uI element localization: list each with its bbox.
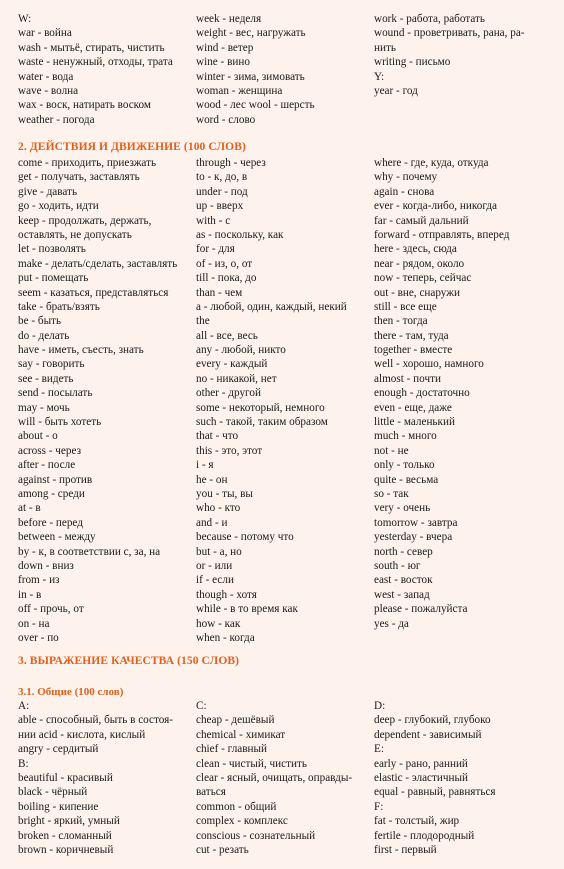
vocab-entry: now - теперь, сейчас (374, 272, 472, 285)
vocab-entry: who - кто (196, 502, 241, 515)
vocab-entry: take - брать/взять (18, 300, 100, 313)
vocab-entry: before - перед (18, 516, 83, 529)
vocab-entry: work - работа, работать (374, 13, 485, 25)
vocab-entry: equal - равный, равняться (374, 786, 496, 799)
vocab-entry: W: (18, 13, 32, 25)
top-column-3 (374, 12, 525, 98)
vocab-entry: or - или (196, 559, 233, 572)
vocab-entry: broken - сломанный (18, 829, 112, 842)
vocab-entry: get - получать, заставлять (18, 171, 140, 184)
vocab-entry: there - там, туда (374, 329, 449, 342)
vocab-entry: such - такой, таким образом (196, 416, 328, 429)
vocab-entry: here - здесь, сюда (374, 243, 457, 256)
vocab-entry: all - все, весь (196, 329, 258, 342)
vocab-entry: he - он (196, 473, 228, 486)
vocab-entry: complex - комплекс (196, 815, 288, 828)
vocab-entry: fertile - плодородный (374, 829, 475, 842)
vocab-entry: through - через (196, 157, 266, 169)
vocab-entry: E: (374, 743, 384, 756)
vocab-entry: across - через (18, 444, 81, 457)
vocab-entry: see - видеть (18, 372, 74, 385)
vocab-entry: and - и (196, 516, 228, 529)
vocab-entry: than - чем (196, 286, 243, 299)
vocab-entry: clean - чистый, чистить (196, 757, 307, 770)
section-3-title: 3. ВЫРАЖЕНИЕ КАЧЕСТВА (150 СЛОВ) (18, 655, 240, 667)
vocab-entry: brown - коричневый (18, 843, 114, 856)
section-3-column-1 (18, 699, 173, 857)
vocab-entry: go - ходить, идти (18, 200, 99, 213)
vocab-entry: west - запад (374, 588, 430, 601)
vocab-entry: chemical - химикат (196, 728, 286, 741)
vocab-entry: wax - воск, натирать воском (18, 99, 151, 112)
vocab-entry: down - вниз (18, 559, 74, 572)
vocab-entry: well - хорошо, намного (374, 358, 484, 371)
vocab-entry: fat - толстый, жир (374, 815, 460, 828)
vocab-entry: weight - вес, нагружать (196, 27, 306, 40)
vocab-entry: winter - зима, зимовать (196, 70, 305, 83)
vocab-entry: нить (374, 41, 396, 54)
vocab-entry: woman - женщина (196, 84, 283, 97)
vocab-entry: if - если (196, 574, 234, 587)
vocab-entry: to - к, до, в (196, 171, 248, 184)
vocab-entry: нии acid - кислота, кислый (18, 728, 146, 741)
section-3-column-2 (196, 699, 352, 857)
vocab-entry: clear - ясный, очищать, оправды- (196, 771, 353, 784)
section-2-column-1 (18, 156, 177, 645)
vocab-entry: far - самый дальний (374, 214, 469, 227)
vocab-entry: year - год (374, 84, 418, 97)
vocab-entry: east - восток (374, 574, 433, 587)
vocab-entry: some - некоторый, немного (196, 401, 325, 414)
vocab-entry: this - это, этот (196, 444, 263, 457)
vocab-entry: word - слово (196, 113, 256, 126)
vocab-entry: come - приходить, приезжать (18, 157, 157, 169)
vocab-entry: send - посылать (18, 387, 93, 400)
vocab-entry: south - юг (374, 559, 421, 572)
vocab-entry: beautiful - красивый (18, 771, 113, 784)
vocab-entry: keep - продолжать, держать, (18, 214, 152, 227)
vocab-entry: when - когда (196, 631, 255, 644)
vocab-entry: let - позволять (18, 243, 86, 256)
vocab-entry: because - потому что (196, 531, 294, 544)
vocab-entry: B: (18, 757, 29, 770)
vocab-entry: water - вода (18, 70, 74, 83)
vocab-entry: wind - ветер (196, 41, 254, 54)
vocab-entry: till - пока, до (196, 272, 257, 285)
vocab-entry: make - делать/сделать, заставлять (18, 257, 178, 270)
vocab-entry: boiling - кипение (18, 800, 99, 813)
section-2-column-2 (196, 156, 347, 645)
vocab-entry: where - где, куда, откуда (374, 157, 489, 169)
vocab-entry: little - маленький (374, 416, 455, 429)
vocab-entry: writing - письмо (374, 56, 451, 69)
vocab-entry: say - говорить (18, 358, 85, 371)
vocab-entry: but - а, но (196, 545, 242, 558)
vocab-entry: able - способный, быть в состоя- (18, 714, 173, 727)
vocab-entry: after - после (18, 459, 76, 472)
vocab-entry: how - как (196, 617, 241, 630)
vocab-entry: of - из, о, от (196, 257, 253, 270)
vocab-entry: wine - вино (196, 56, 250, 69)
vocab-entry: please - пожалуйста (374, 603, 468, 616)
vocab-entry: seem - казаться, представляться (18, 286, 169, 299)
vocab-entry: first - первый (374, 843, 437, 856)
vocab-entry: no - никакой, нет (196, 372, 277, 385)
vocab-entry: much - много (374, 430, 437, 443)
vocab-entry: at - в (18, 502, 41, 515)
vocab-entry: out - вне, снаружи (374, 286, 460, 299)
vocab-entry: why - почему (374, 171, 438, 184)
vocab-entry: while - в то время как (196, 603, 298, 616)
vocab-entry: among - среди (18, 487, 85, 500)
vocab-entry: from - из (18, 574, 60, 587)
vocab-entry: forward - отправлять, вперед (374, 228, 510, 241)
vocab-entry: up - вверх (196, 200, 244, 213)
vocab-entry: have - иметь, съесть, знать (18, 344, 144, 357)
vocab-entry: do - делать (18, 329, 70, 342)
vocab-entry: D: (374, 700, 386, 712)
vocab-entry: early - рано, ранний (374, 757, 468, 770)
vocab-entry: almost - почти (374, 372, 441, 385)
section-2-title: 2. ДЕЙСТВИЯ И ДВИЖЕНИЕ (100 СЛОВ) (18, 141, 246, 153)
vocab-entry: C: (196, 700, 207, 712)
vocab-entry: put - помещать (18, 272, 89, 285)
section-2-column-3 (374, 156, 509, 631)
vocab-entry: wave - волна (18, 84, 79, 97)
vocab-entry: very - очень (374, 502, 431, 515)
vocab-entry: elastic - эластичный (374, 771, 469, 784)
vocab-entry: by - к, в соответствии с, за, на (18, 545, 161, 558)
vocab-entry: may - мочь (18, 401, 70, 414)
vocab-entry: waste - ненужный, отходы, трата (18, 56, 173, 69)
vocab-entry: as - поскольку, как (196, 228, 284, 241)
vocab-entry: be - быть (18, 315, 62, 328)
vocab-entry: weather - погода (18, 113, 95, 126)
vocab-entry: yes - да (374, 617, 409, 630)
vocab-entry: yesterday - вчера (374, 531, 453, 544)
vocab-entry: black - чёрный (18, 786, 88, 799)
vocab-entry: Y: (374, 70, 385, 83)
vocab-entry: on - на (18, 617, 50, 630)
vocab-entry: so - так (374, 487, 409, 500)
vocab-entry: cheap - дешёвый (196, 714, 275, 727)
vocab-entry: between - между (18, 531, 96, 544)
vocab-entry: that - что (196, 430, 239, 443)
vocab-entry: F: (374, 800, 384, 813)
vocab-entry: bright - яркий, умный (18, 815, 120, 828)
vocab-entry: under - под (196, 185, 248, 198)
vocab-entry: ваться (196, 786, 226, 799)
vocab-entry: again - снова (374, 185, 435, 198)
vocab-entry: north - север (374, 545, 433, 558)
vocab-entry: chief - главный (196, 743, 268, 756)
vocab-entry: cut - резать (196, 843, 249, 856)
vocab-entry: about - о (18, 430, 58, 443)
vocab-entry: i - я (196, 459, 214, 472)
vocab-entry: off - прочь, от (18, 603, 84, 616)
vocab-entry: deep - глубокий, глубоко (374, 714, 491, 727)
vocab-entry: will - быть хотеть (18, 416, 102, 429)
vocab-entry: tomorrow - завтра (374, 516, 458, 529)
vocab-entry: ever - когда-либо, никогда (374, 200, 498, 213)
vocab-entry: only - только (374, 459, 435, 472)
vocab-entry: you - ты, вы (196, 487, 253, 500)
vocab-entry: wood - лес wool - шерсть (196, 99, 315, 112)
vocab-entry: enough - достаточно (374, 387, 470, 400)
vocab-entry: near - рядом, около (374, 257, 465, 270)
vocab-entry: angry - сердитый (18, 743, 99, 756)
vocab-entry: for - для (196, 243, 235, 256)
vocab-entry: the (196, 315, 210, 328)
top-column-1 (18, 12, 173, 127)
vocab-entry: against - против (18, 473, 93, 486)
vocab-entry: A: (18, 700, 30, 712)
vocab-entry: common - общий (196, 800, 277, 813)
vocab-entry: оставлять, не допускать (18, 228, 132, 241)
vocab-entry: wash - мытьё, стирать, чистить (18, 41, 165, 54)
vocab-entry: other - другой (196, 387, 261, 400)
vocab-entry: every - каждый (196, 358, 268, 371)
vocab-entry: conscious - сознательный (196, 829, 316, 842)
vocab-entry: even - еще, даже (374, 401, 452, 414)
vocab-entry: with - с (196, 214, 231, 227)
vocab-entry: quite - весьма (374, 473, 439, 486)
vocab-entry: though - хотя (196, 588, 257, 601)
vocab-entry: over - по (18, 631, 59, 644)
top-column-2 (196, 12, 315, 127)
vocab-entry: in - в (18, 588, 42, 601)
vocab-entry: then - тогда (374, 315, 428, 328)
vocab-entry: war - война (18, 27, 72, 40)
vocab-entry: week - неделя (196, 13, 262, 25)
vocab-entry: together - вместе (374, 344, 453, 357)
vocab-entry: still - все еще (374, 300, 437, 313)
vocab-entry: give - давать (18, 185, 78, 198)
vocab-entry: not - не (374, 444, 409, 457)
vocab-entry: a - любой, один, каждый, некий (196, 300, 347, 313)
section-3-1-subtitle: 3.1. Общие (100 слов) (18, 686, 124, 698)
vocab-entry: dependent - зависимый (374, 728, 482, 741)
vocab-entry: any - любой, никто (196, 344, 286, 357)
vocab-entry: wound - проветривать, рана, ра- (374, 27, 525, 40)
section-3-column-3 (374, 699, 496, 857)
